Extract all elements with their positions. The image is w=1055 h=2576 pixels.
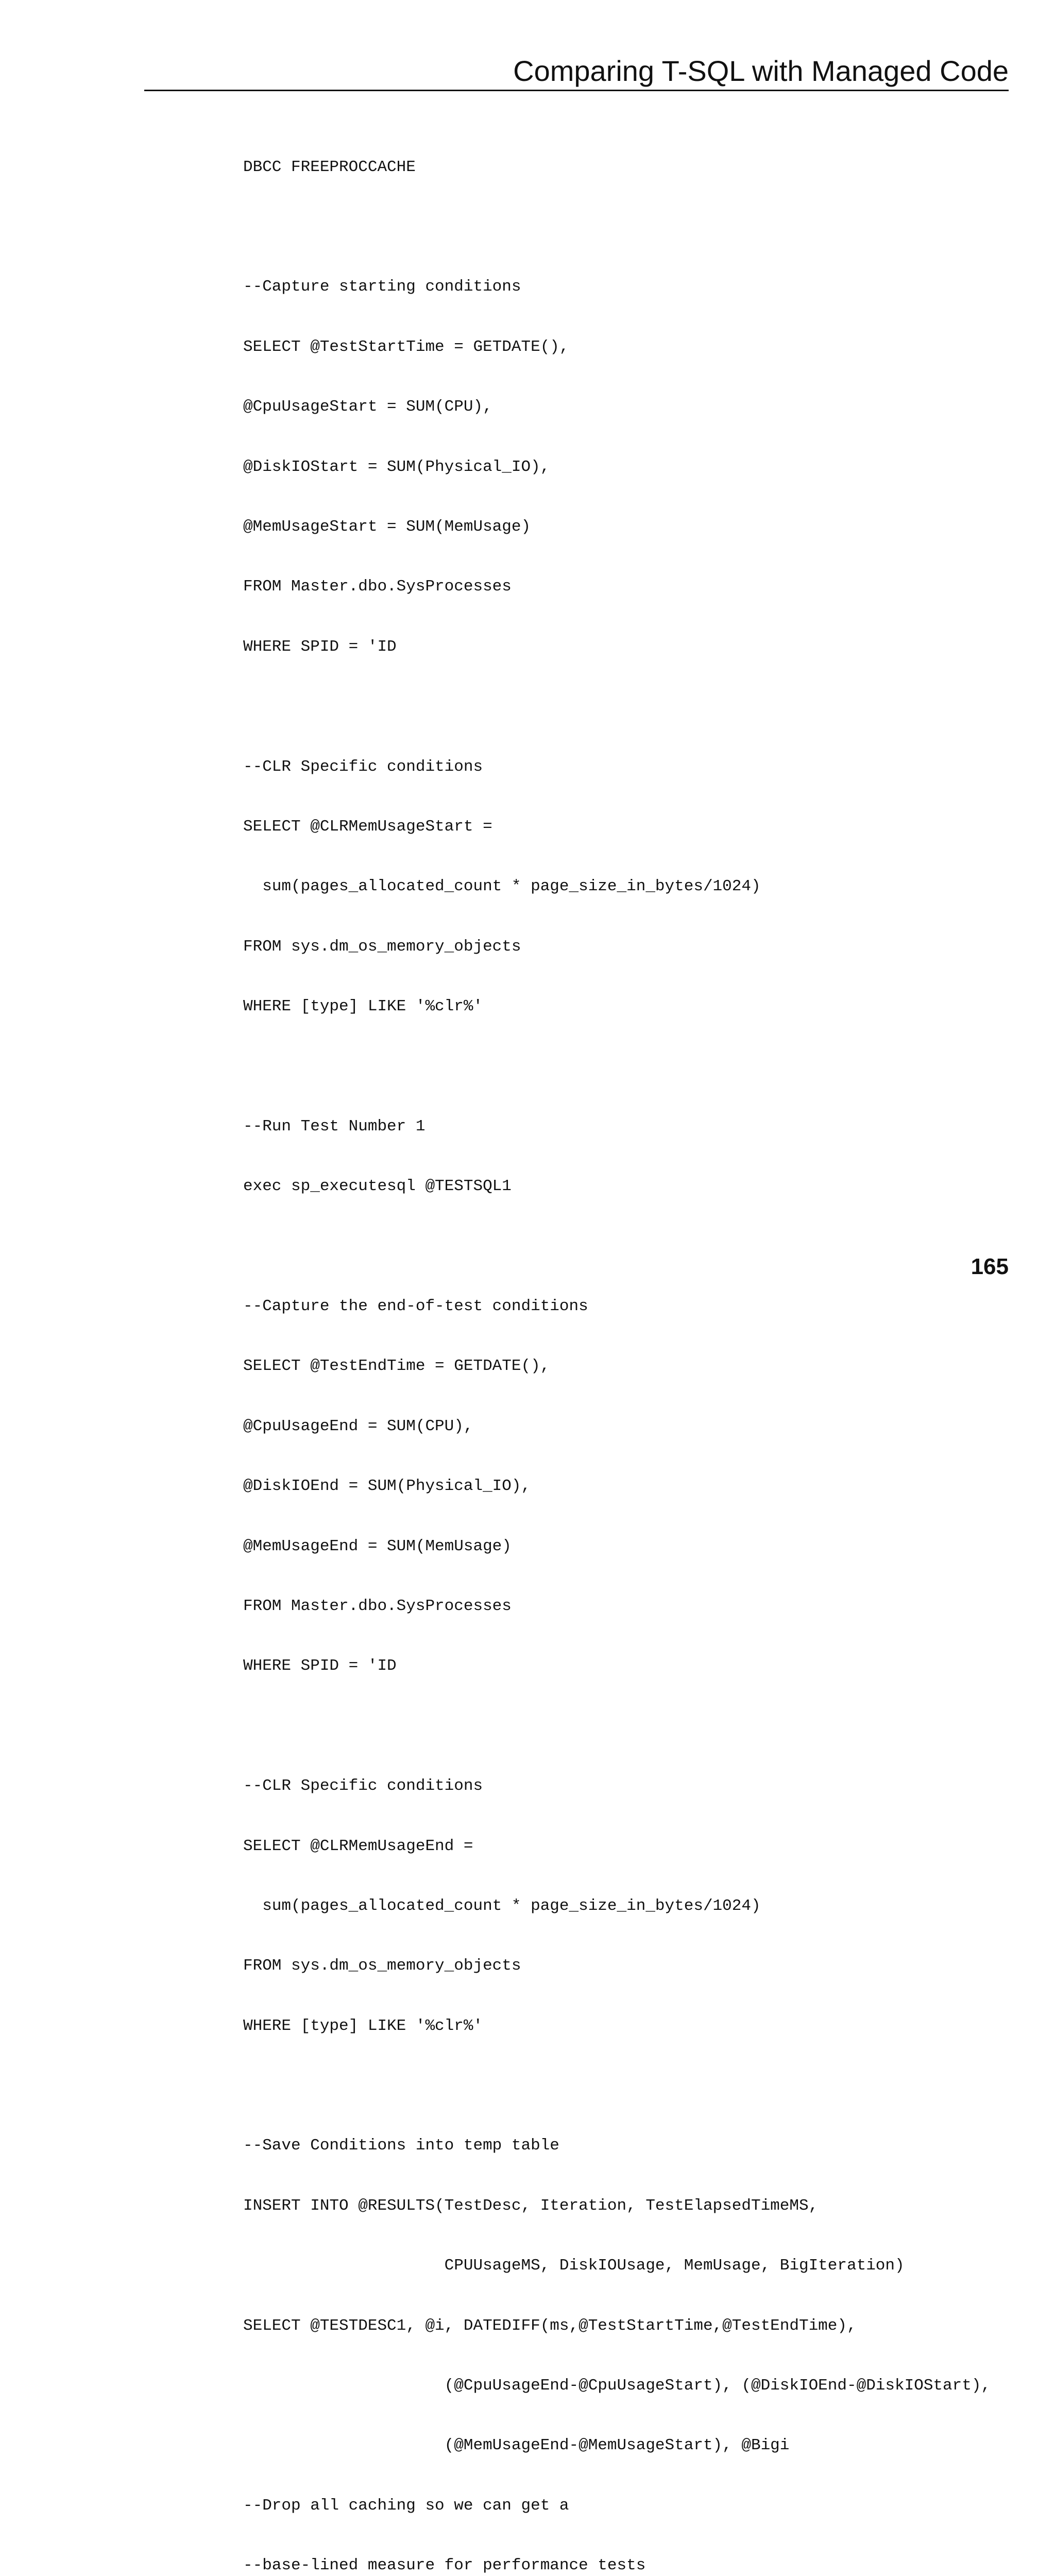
code-line: --Save Conditions into temp table [243, 2137, 559, 2155]
code-line: FROM sys.dm_os_memory_objects [243, 937, 521, 956]
code-line: WHERE SPID = 'ID [243, 1657, 397, 1675]
code-line: SELECT @TESTDESC1, @i, DATEDIFF(ms,@TestStartTime,@TestEndTime), [243, 2316, 857, 2335]
code-line: FROM Master.dbo.SysProcesses [243, 1597, 512, 1615]
code-line: DBCC FREEPROCCACHE [243, 158, 416, 176]
code-line: --base-lined measure for performance tests [243, 2556, 646, 2575]
code-line: WHERE SPID = 'ID [243, 637, 397, 656]
code-line: @MemUsageStart = SUM(MemUsage) [243, 517, 531, 536]
code-line [243, 217, 991, 238]
code-line: sum(pages_allocated_count * page_size_in_bytes/1024) [243, 877, 761, 896]
code-line: FROM Master.dbo.SysProcesses [243, 578, 512, 596]
code-line: @CpuUsageEnd = SUM(CPU), [243, 1417, 473, 1435]
code-listing [243, 117, 991, 2576]
code-line: exec sp_executesql @TESTSQL1 [243, 1177, 512, 1196]
code-line: @DiskIOStart = SUM(Physical_IO), [243, 457, 550, 476]
code-line [243, 697, 991, 717]
code-line: @MemUsageEnd = SUM(MemUsage) [243, 1537, 512, 1555]
code-line [243, 2076, 991, 2096]
code-line: @CpuUsageStart = SUM(CPU), [243, 398, 492, 416]
code-line [243, 1057, 991, 1077]
code-line: SELECT @TestStartTime = GETDATE(), [243, 337, 569, 356]
code-line: --Run Test Number 1 [243, 1117, 426, 1136]
code-line: INSERT INTO @RESULTS(TestDesc, Iteration, TestElapsedTimeMS, [243, 2196, 819, 2215]
code-line: FROM sys.dm_os_memory_objects [243, 1957, 521, 1975]
code-line [243, 1717, 991, 1737]
code-line: --CLR Specific conditions [243, 1777, 483, 1795]
code-line: --Drop all caching so we can get a [243, 2496, 569, 2515]
code-line: --Capture the end-of-test conditions [243, 1297, 588, 1316]
code-line: @DiskIOEnd = SUM(Physical_IO), [243, 1477, 531, 1496]
code-line: (@MemUsageEnd-@MemUsageStart), @Bigi [243, 2436, 790, 2455]
page-title: Comparing T-SQL with Managed Code [513, 55, 1009, 87]
page-number: 165 [971, 1254, 1009, 1279]
page-header [144, 52, 1009, 91]
code-line: --Capture starting conditions [243, 278, 521, 296]
code-line: sum(pages_allocated_count * page_size_in_bytes/1024) [243, 1896, 761, 1915]
code-line: (@CpuUsageEnd-@CpuUsageStart), (@DiskIOEnd-@DiskIOStart), [243, 2377, 991, 2395]
code-line: SELECT @TestEndTime = GETDATE(), [243, 1357, 550, 1376]
code-line: CPUUsageMS, DiskIOUsage, MemUsage, BigIteration) [243, 2257, 905, 2275]
code-line: WHERE [type] LIKE '%clr%' [243, 997, 483, 1016]
code-line: SELECT @CLRMemUsageEnd = [243, 1837, 473, 1855]
code-line: --CLR Specific conditions [243, 757, 483, 776]
code-line: WHERE [type] LIKE '%clr%' [243, 2016, 483, 2035]
code-line: SELECT @CLRMemUsageStart = [243, 817, 492, 836]
code-line [243, 1237, 991, 1257]
